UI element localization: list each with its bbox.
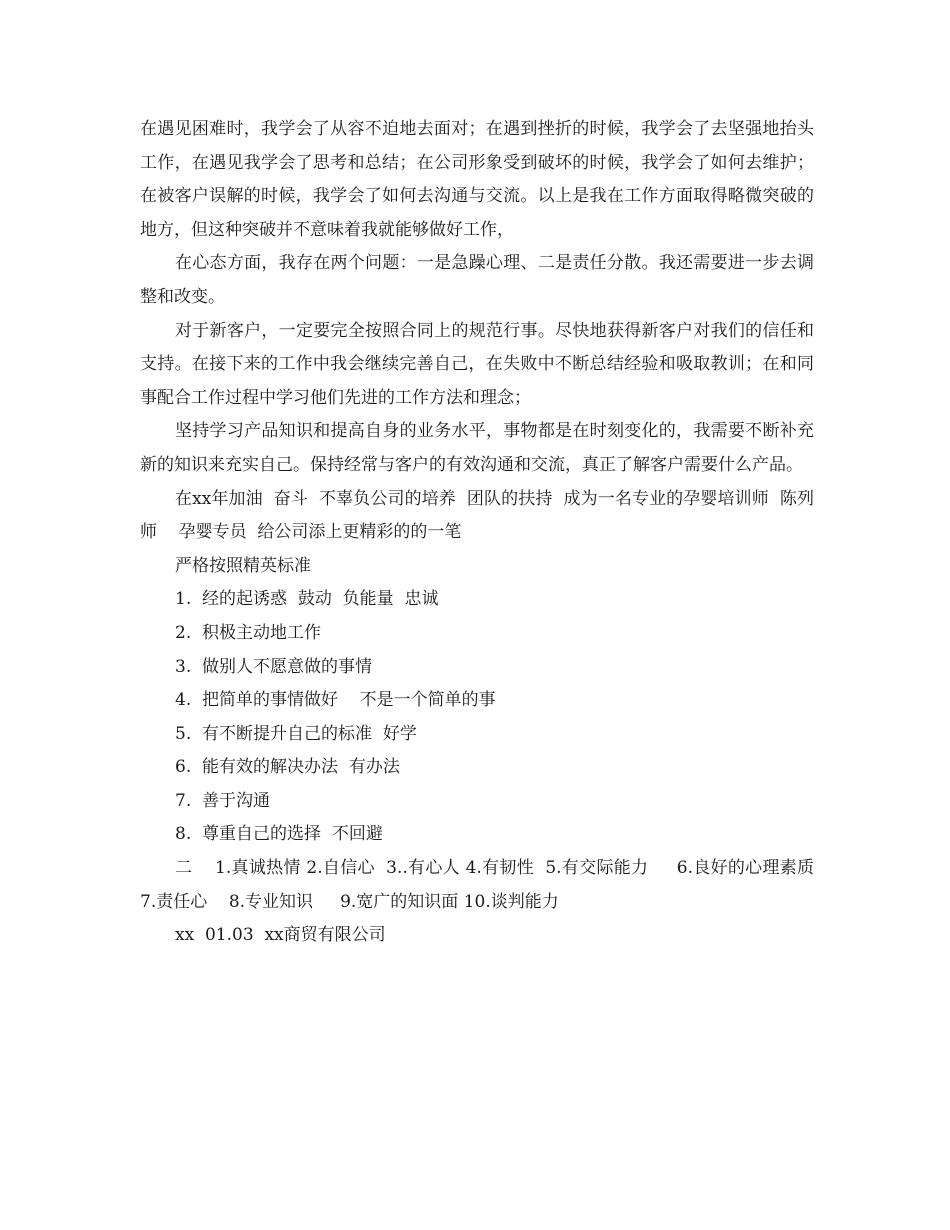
paragraph-qualities: 二 1.真诚热情 2.自信心 3..有心人 4.有韧性 5.有交际能力 6.良好的心理素质 7.责任心 8.专业知识 9.宽广的知识面 10.谈判能力 — [140, 858, 820, 912]
list-item: 4. 把简单的事情做好 不是一个简单的事 — [175, 690, 496, 711]
paragraph-mindset: 在心态方面，我存在两个问题：一是急躁心理、二是责任分散。我还需要进一步去调整和改变。 — [140, 253, 814, 307]
list-item: 6. 能有效的解决办法 有办法 — [175, 757, 400, 778]
list-item: 2. 积极主动地工作 — [175, 622, 322, 643]
list-item: 7. 善于沟通 — [175, 790, 271, 811]
list-item: 3. 做别人不愿意做的事情 — [175, 656, 373, 677]
paragraph-learning: 坚持学习产品知识和提高自身的业务水平，事物都是在时刻变化的，我需要不断补充新的知识来充实自己。保持经常与客户的有效沟通和交流，真正了解客户需要什么产品。 — [140, 421, 814, 475]
paragraph-goals: 在xx年加油 奋斗 不辜负公司的培养 团队的扶持 成为一名专业的孕婴培训师 陈列师 孕婴专员 给公司添上更精彩的的一笔 — [140, 488, 814, 543]
signature-line: xx 01.03 xx商贸有限公司 — [175, 925, 386, 946]
document-body — [140, 113, 820, 953]
list-item: 8. 尊重自己的选择 不回避 — [175, 824, 383, 845]
paragraph-work-growth: 在遇见困难时，我学会了从容不迫地去面对；在遇到挫折的时候，我学会了去坚强地抬头工作，在遇见我学会了思考和总结；在公司形象受到破坏的时候，我学会了如何去维护；在被客户误解的时候，我学会了如何去沟通与交流。以上是我在工作方面取得略微突破的地方，但这种突破并不意味着我就能够做好工作， — [140, 119, 814, 240]
paragraph-elite-standard: 严格按照精英标准 — [175, 555, 311, 576]
list-item: 5. 有不断提升自己的标准 好学 — [175, 723, 417, 744]
paragraph-new-clients: 对于新客户，一定要完全按照合同上的规范行事。尽快地获得新客户对我们的信任和支持。在接下来的工作中我会继续完善自己，在失败中不断总结经验和吸取教训；在和同事配合工作过程中学习他们先进的工作方法和理念； — [140, 320, 814, 408]
standards-list — [140, 583, 814, 852]
list-item: 1. 经的起诱惑 鼓动 负能量 忠诚 — [175, 589, 439, 610]
